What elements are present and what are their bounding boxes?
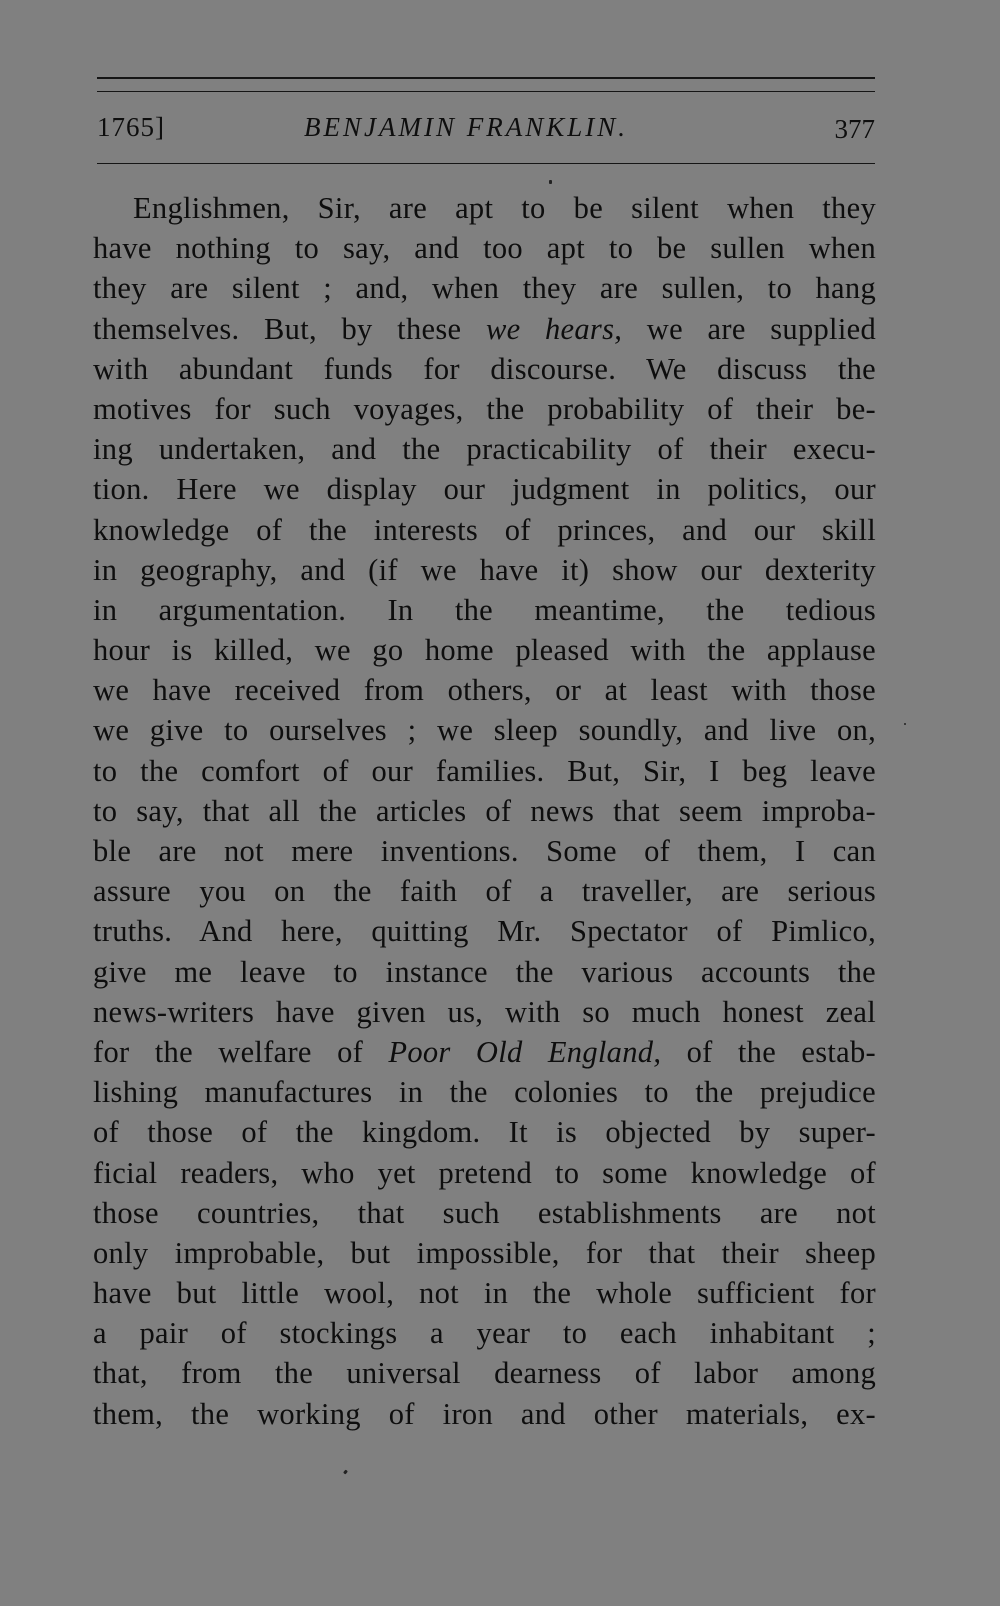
text-line: in geography, and (if we have it) show our dexterity (93, 552, 876, 587)
text-line: in argumentation. In the meantime, the tedious (93, 592, 876, 627)
header-rule-top (97, 77, 875, 79)
page-number: 377 (834, 114, 875, 144)
text-segment: we are supplied (622, 311, 876, 346)
italic-phrase: Poor Old England, (388, 1034, 662, 1069)
text-line (93, 1032, 876, 1072)
text-segment: of the estab- (661, 1034, 876, 1069)
text-line: Englishmen, Sir, are apt to be silent when they (133, 191, 876, 225)
text-line: ble are not mere inventions. Some of them, I can (93, 834, 876, 868)
text-segment: themselves. But, by these (93, 311, 486, 346)
header-rule-bottom (97, 163, 875, 164)
text-line: have nothing to say, and too apt to be sullen when (93, 231, 876, 266)
body-paragraph (93, 188, 876, 1434)
text-line: give me leave to instance the various accounts the (93, 954, 876, 989)
text-line: they are silent ; and, when they are sullen, to hang (93, 271, 876, 306)
text-line: truths. And here, quitting Mr. Spectator of Pimlico, (93, 914, 876, 949)
text-line (93, 309, 876, 349)
print-speck (549, 180, 552, 184)
text-line: lishing manufactures in the colonies to the prejudice (93, 1075, 876, 1110)
text-line: have but little wool, not in the whole sufficient for (93, 1276, 876, 1311)
italic-phrase: we hears, (485, 311, 623, 346)
text-line: those countries, that such establishments are not (93, 1195, 876, 1230)
text-segment: for the welfare of (93, 1034, 389, 1069)
text-line: a pair of stockings a year to each inhabitant ; (93, 1316, 876, 1351)
text-line: we have received from others, or at least with those (93, 673, 876, 708)
print-speck (343, 1470, 348, 1475)
text-line: we give to ourselves ; we sleep soundly, and live on, (93, 713, 876, 748)
text-line: ing undertaken, and the practicability of their execu- (93, 432, 876, 467)
text-line: them, the working of iron and other materials, ex- (93, 1396, 876, 1431)
text-line: assure you on the faith of a traveller, are serious (93, 874, 876, 909)
text-line: tion. Here we display our judgment in politics, our (93, 472, 876, 507)
text-line: that, from the universal dearness of labor among (93, 1356, 876, 1391)
header-year: 1765] (97, 112, 165, 142)
text-line: hour is killed, we go home pleased with the applause (93, 633, 876, 668)
text-line: only improbable, but impossible, for that their sheep (93, 1235, 876, 1270)
text-line: ficial readers, who yet pretend to some knowledge of (93, 1155, 876, 1190)
header-rule-second (97, 91, 875, 92)
header-title: BENJAMIN FRANKLIN. (304, 112, 628, 142)
text-line: of those of the kingdom. It is objected by super- (93, 1115, 876, 1150)
running-header (97, 112, 875, 152)
text-line: with abundant funds for discourse. We discuss the (93, 351, 876, 386)
text-line: to say, that all the articles of news that seem improba- (93, 793, 876, 828)
text-line: knowledge of the interests of princes, and our skill (93, 512, 876, 547)
print-speck (904, 723, 906, 725)
text-line: to the comfort of our families. But, Sir, I beg leave (93, 753, 876, 788)
text-line: news-writers have given us, with so much honest zeal (93, 994, 876, 1029)
text-line: motives for such voyages, the probability of their be- (93, 391, 876, 426)
